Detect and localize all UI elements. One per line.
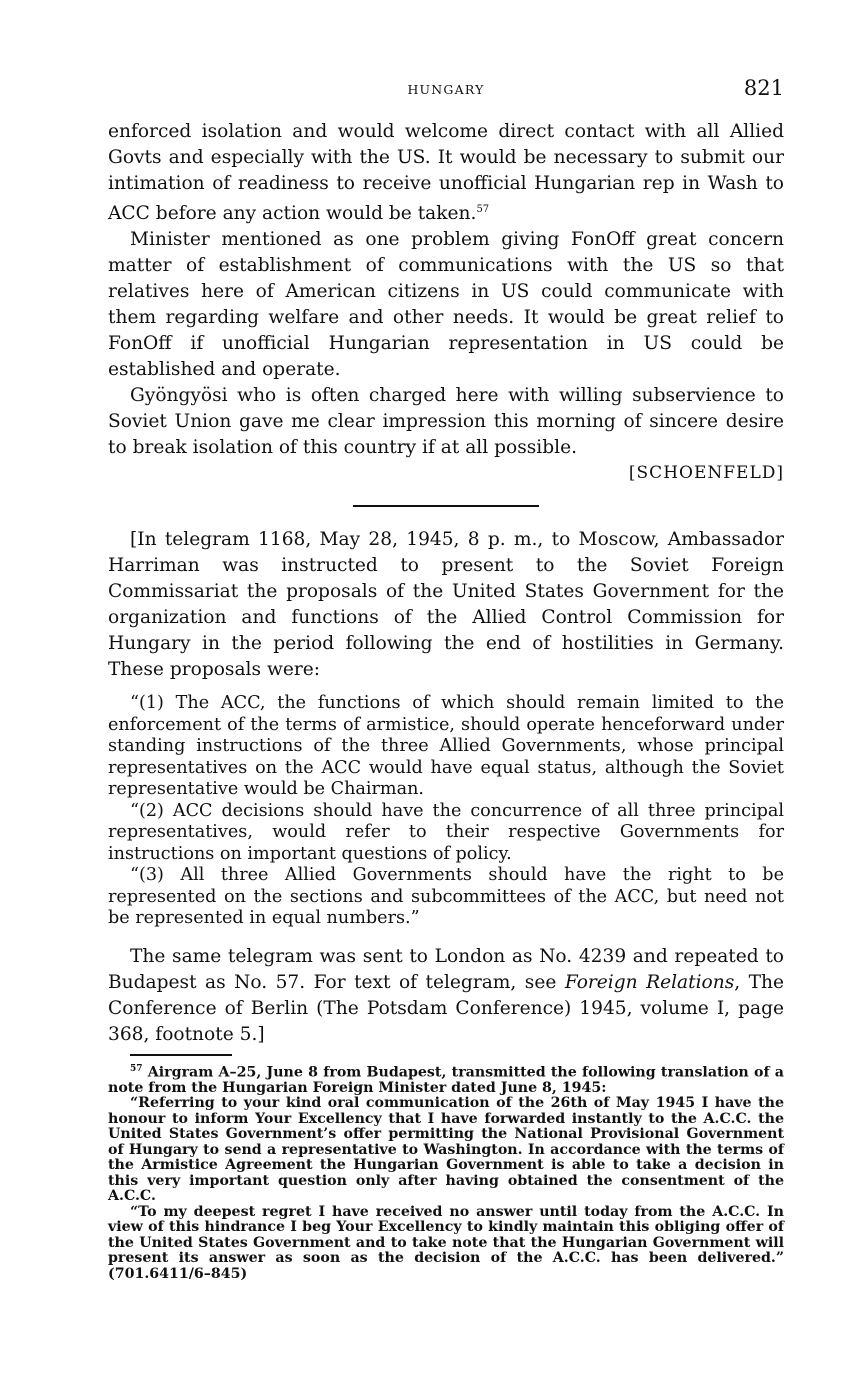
main-text (108, 119, 784, 1282)
footnote (108, 1062, 784, 1283)
footnote-paragraph-2: “Referring to your kind oral communication of the 26th of May 1945 I have the honour to inform Your Excellency that I have forwarded instantly to the A.C.C. the United States Government’s offer permitting the National Provisional Government of Hungary to send a representative to Washington. In accordance with the terms of the Armistice Agreement the Hungarian Government is able to take a decision in this very important question only after having obtained the consentment of the A.C.C. (108, 1095, 784, 1205)
footnote-paragraph-1 (108, 1062, 784, 1097)
proposals-quote-block (108, 693, 784, 930)
body-paragraph-2: Minister mentioned as one problem giving FonOff great concern matter of establishment of communications with the US so that relatives here of American citizens in US could communicate with them regarding welfare and other needs. It would be great relief to FonOff if unofficial Hungarian representation in US could be established and operate. (108, 229, 784, 381)
footnote-reference: 57 (476, 204, 490, 215)
body-paragraph-1-text: enforced isolation and would welcome direct contact with all Allied Govts and especially with the US. It would be necessary to submit our intimation of readiness to receive unofficial Hungarian rep in Wash to ACC before any action would be taken. (108, 121, 784, 225)
editorial-closing-post: , The Conference of Berlin (The Potsdam Conference) 1945, volume I, page 368, footnote 5.] (108, 971, 785, 1045)
editorial-closing-italic: Foreign Relations (564, 971, 735, 993)
running-header (108, 76, 784, 102)
page-number: 821 (743, 76, 784, 100)
editorial-closing-pre: The same telegram was sent to London as No. 4239 and repeated to Budapest as No. 57. For text of telegram, see (108, 945, 784, 993)
signature: [SCHOENFELD] (628, 463, 784, 484)
proposal-1: “(1) The ACC, the functions of which should remain limited to the enforcement of the terms of armistice, should operate henceforward under standing instructions of the three Allied Governments, whose principal representatives on the ACC would have equal status, although the Soviet representative would be Chairman. (108, 693, 784, 800)
running-header-title: HUNGARY (407, 82, 485, 97)
editorial-intro: [In telegram 1168, May 28, 1945, 8 p. m., to Moscow, Ambassador Harriman was instructed to present to the Soviet Foreign Commissariat the proposals of the United States Government for the organization and functions of the Allied Control Commission for Hungary in the period following the end of hostilities in Germany. These proposals were: (108, 529, 784, 681)
body-paragraph-3: Gyöngyösi who is often charged here with willing subservience to Soviet Union gave me clear impression this morning of sincere desire to break isolation of this country if at all possible. (108, 385, 784, 459)
section-divider (353, 505, 539, 507)
footnote-paragraph-3: “To my deepest regret I have received no answer until today from the A.C.C. In view of this hindrance I beg Your Excellency to kindly maintain this obliging offer of the United States Government and to take note that the Hungarian Government will present its answer as soon as the decision of the A.C.C. has been delivered.” (701.6411/6–845) (108, 1203, 784, 1282)
footnote-paragraph-1-text: Airgram A–25, June 8 from Budapest, transmitted the following translation of a note from the Hungarian Foreign Minister dated June 8, 1945: (108, 1064, 784, 1096)
footnote-divider (130, 1054, 232, 1056)
proposal-3: “(3) All three Allied Governments should have the right to be represented on the sections and subcommittees of the ACC, but need not be represented in equal numbers.” (108, 865, 784, 929)
proposal-2: “(2) ACC decisions should have the concurrence of all three principal representatives, would refer to their respective Governments for instructions on important questions of policy. (108, 800, 784, 864)
footnote-marker: 57 (130, 1063, 143, 1074)
editorial-closing (108, 944, 784, 1048)
body-paragraph-1 (108, 119, 784, 227)
